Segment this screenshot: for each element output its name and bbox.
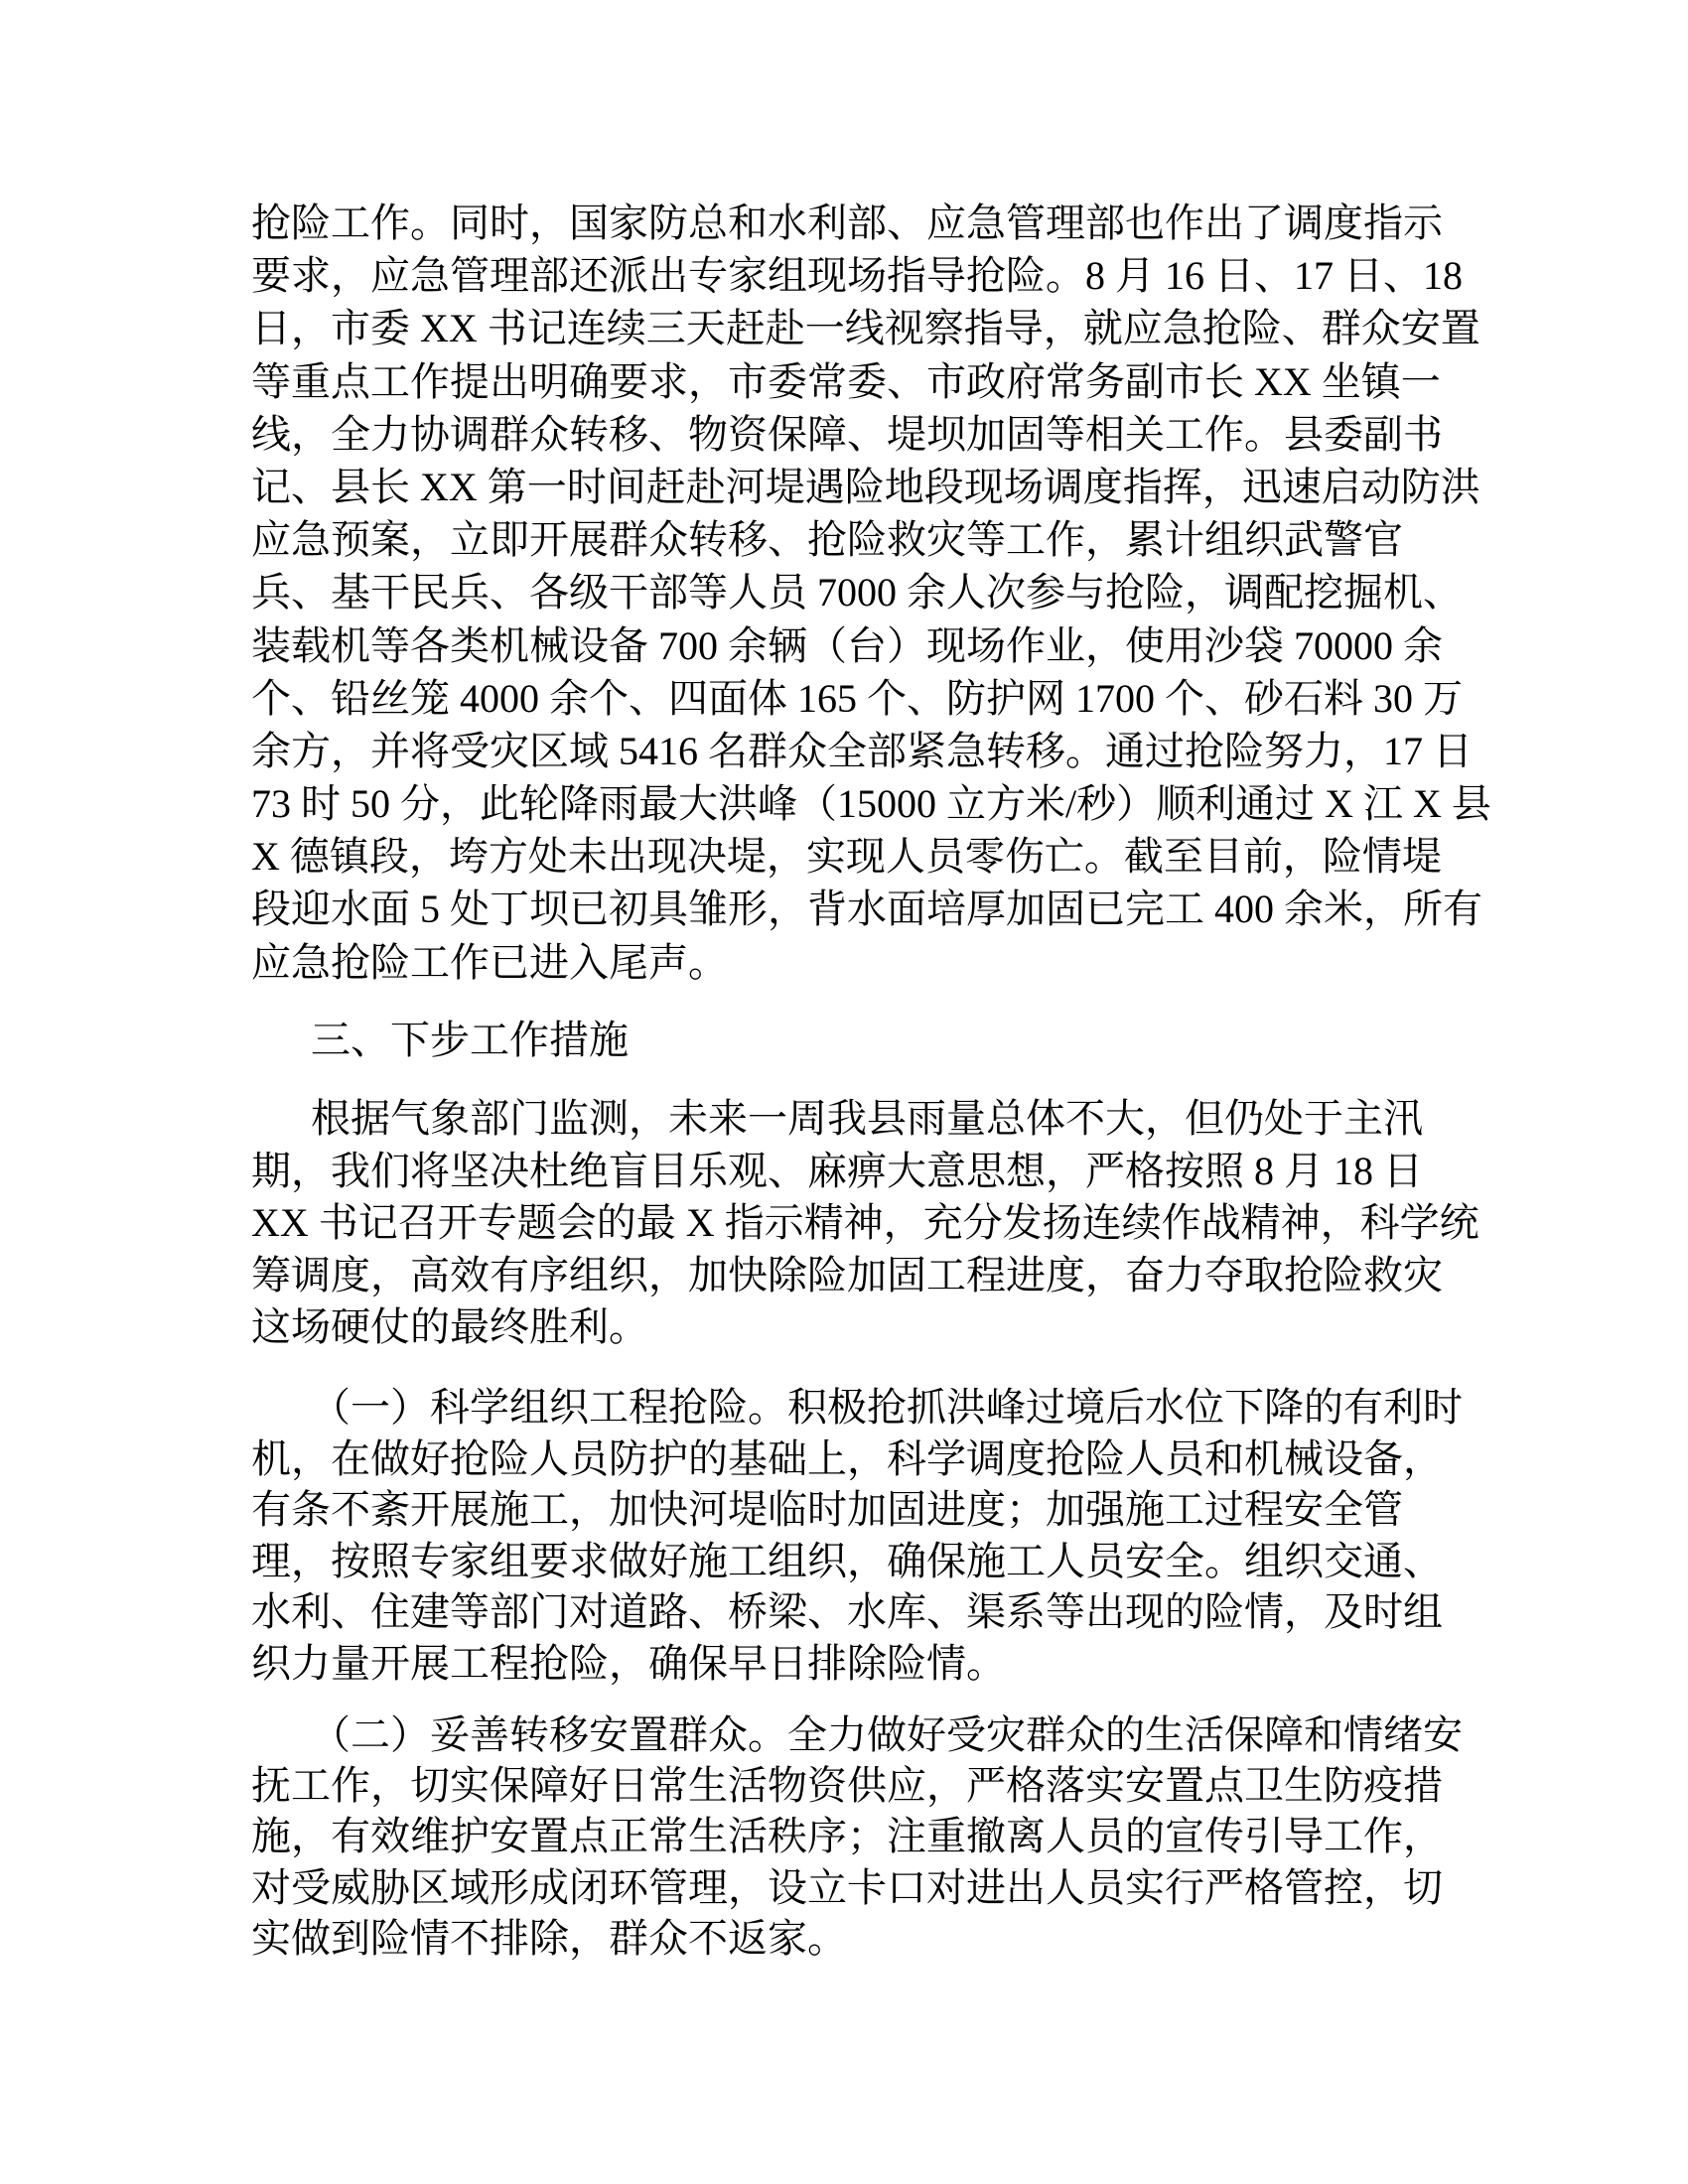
text-line: 理，按照专家组要求做好施工组织，确保施工人员安全。组织交通、	[251, 1538, 1443, 1583]
text-line: 施，有效维护安置点正常生活秩序；注重撤离人员的宣传引导工作，	[251, 1814, 1443, 1859]
text-line: 个、铅丝笼 4000 余个、四面体 165 个、防护网 1700 个、砂石料 30 万	[251, 675, 1463, 721]
text-line: （二）妥善转移安置群众。全力做好受灾群众的生活保障和情绪安	[311, 1712, 1463, 1757]
text-line: 期，我们将坚决杜绝盲目乐观、麻痹大意思想，严格按照 8 月 18 日	[251, 1148, 1423, 1193]
paragraph-next-steps-intro	[251, 1093, 1479, 1354]
text-line: 水利、住建等部门对道路、桥梁、水库、渠系等出现的险情，及时组	[251, 1589, 1443, 1634]
text-line: 日，市委 XX 书记连续三天赶赴一线视察指导，就应急抢险、群众安置	[251, 306, 1480, 351]
text-line: 根据气象部门监测，未来一周我县雨量总体不大，但仍处于主汛	[311, 1096, 1423, 1141]
text-line: 抢险工作。同时，国家防总和水利部、应急管理部也作出了调度指示	[251, 201, 1443, 245]
text-line: 实做到险情不排除，群众不返家。	[251, 1915, 847, 1961]
text-line: 对受威胁区域形成闭环管理，设立卡口对进出人员实行严格管控，切	[251, 1864, 1443, 1910]
text-line: 段迎水面 5 处丁坝已初具雏形，背水面培厚加固已完工 400 余米，所有	[251, 887, 1482, 932]
text-line: 有条不紊开展施工，加快河堤临时加固进度；加强施工过程安全管	[251, 1487, 1403, 1532]
text-line: 应急抢险工作已进入尾声。	[251, 939, 728, 985]
text-line: 要求，应急管理部还派出专家组现场指导抢险。8 月 16 日、17 日、18	[251, 253, 1463, 299]
text-line: 余方，并将受灾区域 5416 名群众全部紧急转移。通过抢险努力，17 日	[251, 728, 1473, 773]
text-line: 兵、基干民兵、各级干部等人员 7000 余人次参与抢险，调配挖掘机、	[251, 570, 1463, 615]
heading-text: 三、下步工作措施	[311, 1018, 629, 1062]
paragraph-item-resettlement	[251, 1709, 1463, 1964]
text-line: 筹调度，高效有序组织，加快除险加固工程进度，奋力夺取抢险救灾	[251, 1252, 1443, 1297]
text-line: XX 书记召开专题会的最 X 指示精神，充分发扬连续作战精神，科学统	[251, 1200, 1479, 1245]
paragraph-rescue-summary	[251, 197, 1491, 989]
text-line: 73 时 50 分，此轮降雨最大洪峰（15000 立方米/秒）顺利通过 X 江 X 县	[251, 781, 1491, 827]
text-line: 装载机等各类机械设备 700 余辆（台）现场作业，使用沙袋 70000 余	[251, 622, 1443, 668]
text-line: 织力量开展工程抢险，确保早日排除险情。	[251, 1640, 1006, 1686]
text-line: 记、县长 XX 第一时间赶赴河堤遇险地段现场调度指挥，迅速启动防洪	[251, 464, 1480, 509]
text-line: 抚工作，切实保障好日常生活物资供应，严格落实安置点卫生防疫措	[251, 1763, 1443, 1809]
text-line: 应急预案，立即开展群众转移、抢险救灾等工作，累计组织武警官	[251, 517, 1403, 563]
section-heading	[251, 1015, 1443, 1066]
text-line: 机，在做好抢险人员防护的基础上，科学调度抢险人员和机械设备，	[251, 1435, 1443, 1481]
text-line: X 德镇段，垮方处未出现决堤，实现人员零伤亡。截至目前，险情堤	[251, 834, 1442, 880]
text-line: 这场硬仗的最终胜利。	[251, 1304, 648, 1349]
text-line: 线，全力协调群众转移、物资保障、堤坝加固等相关工作。县委副书	[251, 411, 1443, 457]
text-line: （一）科学组织工程抢险。积极抢抓洪峰过境后水位下降的有利时	[311, 1385, 1463, 1430]
paragraph-item-engineering	[251, 1382, 1463, 1689]
text-line: 等重点工作提出明确要求，市委常委、市政府常务副市长 XX 坐镇一	[251, 358, 1441, 404]
